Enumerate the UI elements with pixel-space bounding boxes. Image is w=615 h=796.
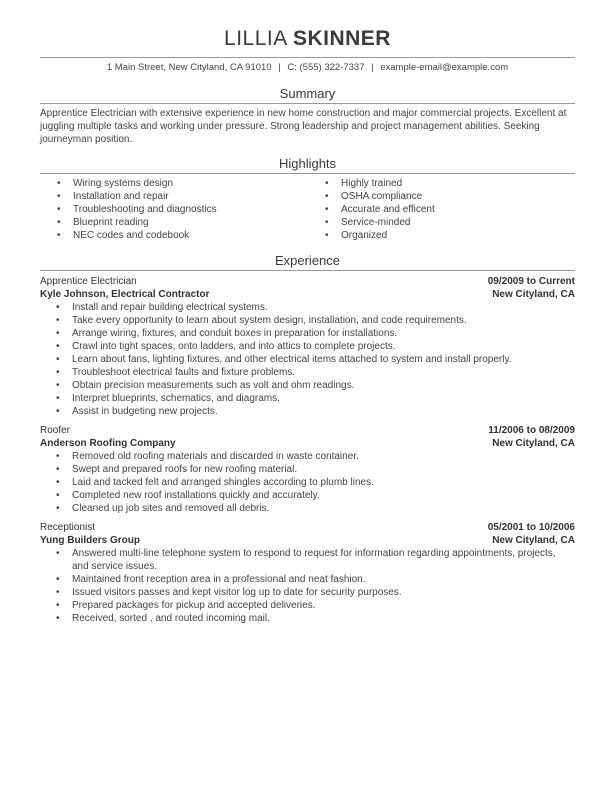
job-dates: 11/2006 to 08/2009: [488, 425, 575, 436]
experience-divider: [40, 270, 575, 271]
job-dates: 09/2009 to Current: [487, 276, 575, 287]
experience-heading: Experience: [274, 253, 341, 268]
duty-item: • Interpret blueprints, schematics, and diagrams.: [56, 392, 575, 405]
highlight-item: • Service-minded: [325, 216, 435, 229]
email: example-email@example.com: [380, 62, 509, 73]
duty-item: • Answered multi-line telephone system to respond to request for information regarding appointments, projects, and service issues.: [56, 547, 575, 573]
address: 1 Main Street, New Cityland, CA 91010: [106, 62, 272, 73]
duty-item: • Take every opportunity to learn about system design, installation, and code requirements.: [56, 314, 575, 327]
summary-text: Apprentice Electrician with extensive experience in new home construction and major commercial projects. Excellent at juggling multiple tasks and working under pressure. Strong leadership and project management abilities. Seeking journeyman position.: [40, 108, 567, 145]
duty-item: • Crawl into tight spaces, onto ladders, and into attics to complete projects.: [56, 340, 575, 353]
duty-item: • Install and repair building electrical systems.: [56, 301, 575, 314]
job-entry: [40, 424, 575, 515]
phone-prefix: C:: [287, 62, 297, 73]
contact-separator: |: [278, 62, 281, 73]
highlight-item: • Accurate and efficent: [325, 203, 435, 216]
duty-item: • Issued visitors passes and kept visitor log up to date for security purposes.: [56, 586, 575, 599]
highlight-item: • Blueprint reading: [57, 216, 217, 229]
job-company: Anderson Roofing Company: [40, 438, 176, 449]
highlight-item: • Highly trained: [325, 177, 435, 190]
job-entry: [40, 521, 575, 625]
duty-item: • Completed new roof installations quickly and accurately.: [56, 489, 575, 502]
duty-item: • Swept and prepared roofs for new roofing material.: [56, 463, 575, 476]
highlight-item: • OSHA compliance: [325, 190, 435, 203]
header-divider: [40, 57, 575, 58]
job-duties-list: [40, 301, 575, 418]
job-duties-list: [40, 547, 575, 625]
job-location: New Cityland, CA: [492, 535, 575, 546]
summary-heading: Summary: [279, 86, 336, 101]
job-duties-list: [40, 450, 575, 515]
highlight-item: • Installation and repair: [57, 190, 217, 203]
summary-divider: [40, 103, 575, 104]
duty-item: • Arrange wiring, fixtures, and conduit boxes in preparation for installations.: [56, 327, 575, 340]
duty-item: • Removed old roofing materials and discarded in waste container.: [56, 450, 575, 463]
last-name: SKINNER: [292, 27, 391, 50]
job-location: New Cityland, CA: [492, 438, 575, 449]
job-title: Receptionist: [40, 522, 96, 533]
highlight-item: • Organized: [325, 229, 435, 242]
duty-item: • Troubleshoot electrical faults and fixture problems.: [56, 366, 575, 379]
job-entry: [40, 275, 575, 418]
job-title: Roofer: [40, 425, 71, 436]
candidate-name: [0, 27, 615, 51]
highlight-item: • NEC codes and codebook: [57, 229, 217, 242]
highlights-divider: [40, 173, 575, 174]
highlight-item: • Troubleshooting and diagnostics: [57, 203, 217, 216]
highlights-right-list: [325, 177, 435, 242]
duty-item: • Received, sorted , and routed incoming mail.: [56, 612, 575, 625]
duty-item: • Cleaned up job sites and removed all debris.: [56, 502, 575, 515]
job-company: Yung Builders Group: [40, 535, 141, 546]
duty-item: • Laid and tacked felt and arranged shingles according to plumb lines.: [56, 476, 575, 489]
highlight-item: • Wiring systems design: [57, 177, 217, 190]
duty-item: • Assist in budgeting new projects.: [56, 405, 575, 418]
highlights-heading: Highlights: [278, 156, 337, 171]
job-dates: 05/2001 to 10/2006: [487, 522, 575, 533]
contact-separator: |: [371, 62, 374, 73]
duty-item: • Learn about fans, lighting fixtures, and other electrical items attached to system and install properly.: [56, 353, 575, 366]
duty-item: • Prepared packages for pickup and accepted deliveries.: [56, 599, 575, 612]
phone: (555) 322-7337: [299, 62, 365, 73]
first-name: LILLIA: [224, 27, 287, 50]
job-location: New Cityland, CA: [492, 289, 575, 300]
duty-item: • Obtain precision measurements such as volt and ohm readings.: [56, 379, 575, 392]
contact-line: [0, 62, 615, 73]
job-title: Apprentice Electrician: [40, 276, 137, 287]
duty-item: • Maintained front reception area in a professional and neat fashion.: [56, 573, 575, 586]
highlights-left-list: [57, 177, 217, 242]
job-company: Kyle Johnson, Electrical Contractor: [40, 289, 210, 300]
